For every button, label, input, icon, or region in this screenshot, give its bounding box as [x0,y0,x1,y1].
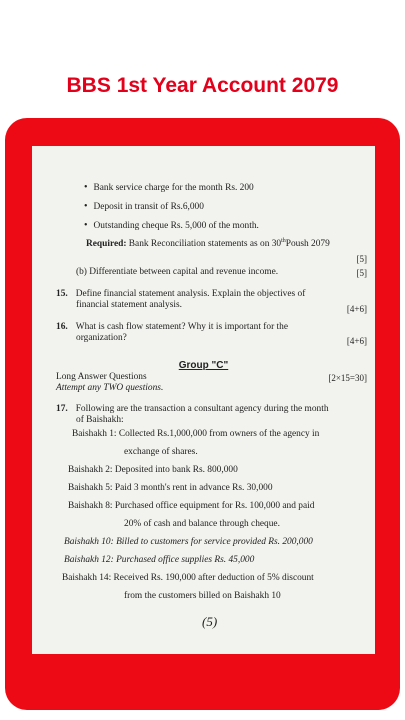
marks-label: [2×15=30] [328,373,367,383]
exam-paper [32,146,375,654]
bullet-icon: • [84,220,88,231]
page-title: BBS 1st Year Account 2079 [66,74,339,97]
marks-label: [5] [356,254,367,264]
transaction-line: Baishakh 12: Purchased office supplies Rs. 45,000 [64,555,255,565]
question-17: 17. Following are the transaction a consultant agency during the month [56,404,329,414]
required-line: Required: Bank Reconciliation statements as on 30thPoush 2079 [86,238,330,250]
transaction-line: Baishakh 2: Deposited into bank Rs. 800,000 [68,465,238,475]
instruction-text: Attempt any TWO questions. [56,383,164,393]
question-16: 16. What is cash flow statement? Why it is important for the [56,322,288,332]
bullet-item: • Outstanding cheque Rs. 5,000 of the month. [84,220,259,231]
transaction-line: Baishakh 14: Received Rs. 190,000 after deduction of 5% discount [62,573,314,583]
bullet-item: • Deposit in transit of Rs.6,000 [84,201,204,212]
bullet-item: • Bank service charge for the month Rs. 200 [84,182,254,193]
transaction-line: Baishakh 1: Collected Rs.1,000,000 from owners of the agency in [72,429,320,439]
question-17-cont: of Baishakh: [76,415,124,425]
question-14b: (b) Differentiate between capital and revenue income. [76,267,279,277]
bullet-icon: • [84,182,88,193]
transaction-line: Baishakh 8: Purchased office equipment for Rs. 100,000 and paid [68,501,315,511]
transaction-line: Baishakh 5: Paid 3 month's rent in advance Rs. 30,000 [68,483,273,493]
marks-label: [5] [356,268,367,278]
long-answer-label: Long Answer Questions [56,372,147,382]
group-heading: Group "C" [178,360,229,371]
transaction-line: 20% of cash and balance through cheque. [124,519,280,529]
question-16-cont: organization? [76,333,127,343]
transaction-line: exchange of shares. [124,447,198,457]
transaction-line: from the customers billed on Baishakh 10 [124,591,281,601]
question-15-cont: financial statement analysis. [76,300,182,310]
question-15: 15. Define financial statement analysis. Explain the objectives of [56,289,306,299]
page-number: (5) [202,614,218,629]
transaction-line: Baishakh 10: Billed to customers for service provided Rs. 200,000 [64,537,313,547]
marks-label: [4+6] [346,304,367,314]
bullet-icon: • [84,201,88,212]
marks-label: [4+6] [346,336,367,346]
